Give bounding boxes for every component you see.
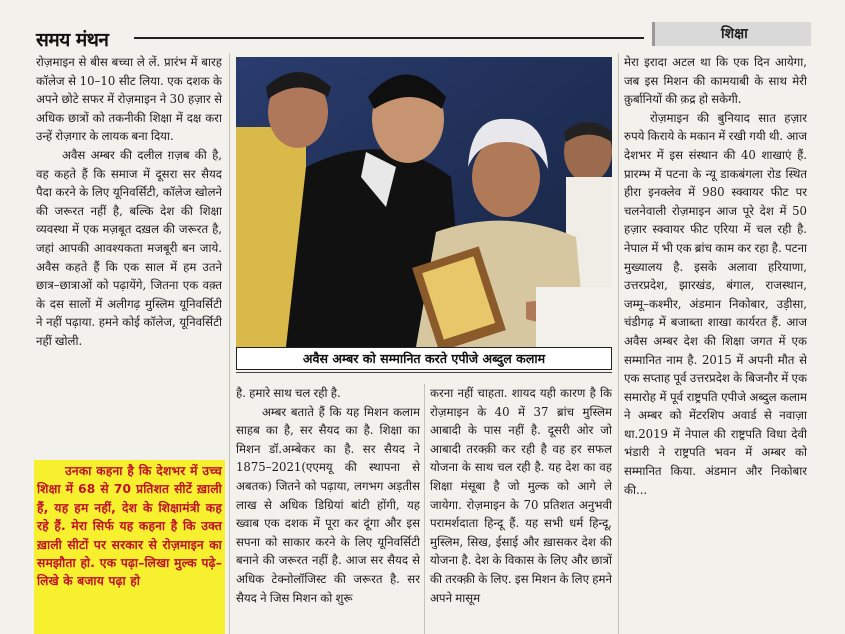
header-rule [134, 37, 644, 39]
paragraph: रोज़माइन की बुनियाद सात हज़ार रुपये किराये के मकान में रखी गयी थी. आज देशभर में इस संस्थान की 40 शाखाएं हैं. प्रारम्भ में पटना के न्यू डाकबंगला रोड स्थित हीरा इनक्लेव में 980 स्क्वायर फीट पर चलनेवाली रोज़माइन आज पूरे देश में 50 हज़ार स्क्वायर फीट एरिया में चल रही है. नेपाल में भी एक ब्रांच काम कर रहा है. पटना मुख्यालय है. इसके अलावा हरियाणा, उत्तरप्रदेश, झारखंड, बंगाल, राजस्थान, जम्मू–कश्मीर, अंडमान निकोबार, उड़ीसा, चंडीगढ़ में बजाब्ता शाखा कार्यरत हैं. आज अवैस अम्बर देश की शिक्षा जगत में एक सम्मानित नाम है. 2015 में अपनी मौत से एक सप्ताह पूर्व उत्तरप्रदेश के बिजनौर में एक समारोह में पूर्व राष्ट्रपति एपीजे अब्दुल कलाम ने अम्बर को मेंटरशिप अवार्ड से नवाज़ा था.2019 में नेपाल की राष्ट्रपति विधा देवी भंडारी ने राष्ट्रपति भवन में अम्बर को सम्मानित किया. अंडमान और निकोबार की... [624, 110, 807, 497]
caption-rule [236, 372, 612, 373]
article-column-2 [236, 384, 420, 634]
article-photo [236, 57, 612, 347]
article-column-3 [430, 384, 612, 634]
paragraph: अवैस अम्बर की दलील ग़ज़ब की है, वह कहते हैं कि समाज में दूसरा सर सैयद पैदा करने के लिए यूनिवर्सिटी, कॉलेज खोलने की जरूरत नहीं है, बल्कि देश की शिक्षा व्यवस्था में एक मज़बूत दख़ल की जरूरत है, जहां आपकी आवश्यकता मजबूरी बन जाये. अवैस कहते हैं कि एक साल में हम उतने छात्र–छात्राओं को पढ़ायेंगे, जितना एक वक़्त के दस सालों में अलीगढ़ मुस्लिम यूनिवर्सिटी ने नहीं पढ़ाया. हमने कोई कॉलेज, यूनिवर्सिटी नहीं खोली. [36, 147, 222, 348]
column-divider [424, 384, 425, 634]
section-label: शिक्षा [721, 26, 748, 42]
section-tab [652, 22, 811, 46]
page-title: समय मंथन [36, 29, 109, 51]
article-column-1 [36, 53, 222, 461]
paragraph: रोज़माइन से बीस बच्चा ले लें. प्रारंभ में बारह कॉलेज से 10–10 सीट लिया. एक दशक के अपने छोटे सफर में रोज़माइन ने 30 हज़ार से अधिक छात्रों को तकनीकी शिक्षा में दक्ष करा उन्हें रोज़गार के लायक बना दिया. [36, 55, 222, 144]
paragraph: करना नहीं चाहता. शायद यही कारण है कि रोज़माइन के 40 में 37 ब्रांच मुस्लिम आबादी के पास नहीं है. दूसरी ओर जो आबादी तरक्क़ी कर रही है वह हर सफल योजना के साथ चल रही है. यह देश का वह शिक्षा मंसूबा है जो मुल्क को आगे ले जायेगा. रोज़माइन के 70 प्रतिशत अनुभवी परामर्शदाता हिन्दू हैं. यह सभी धर्म हिन्दू, मुस्लिम, सिख, ईसाई और ख़ासकर देश की योजना है. देश के विकास के लिए और छात्रों की तरक्क़ी के लिए. इस मिशन के लिए हमने अपने मासूम [430, 386, 612, 605]
column-divider [229, 53, 230, 634]
page-header [0, 0, 845, 55]
paragraph: है. हमारे साथ चल रही है. [236, 386, 341, 400]
pull-quote-text: उनका कहना है कि देशभर में उच्च शिक्षा में 68 से 70 प्रतिशत सीटें ख़ाली हैं, यह हम नहीं, देश के शिक्षामंत्री कह रहे हैं. मेरा सिर्फ यह कहना है कि उक्त ख़ाली सीटों पर सरकार से रोज़माइन का समझौता हो. एक पढ़ा–लिखा मुल्क पढ़े–लिखे के बजाय पढ़ा हो [37, 464, 222, 589]
highlighted-pull-quote [34, 460, 225, 634]
article-column-4 [624, 53, 807, 634]
column-divider [618, 53, 619, 634]
photo-illustration [236, 57, 612, 347]
photo-caption: अवैस अम्बर को सम्मानित करते एपीजे अब्दुल कलाम [236, 347, 612, 370]
paragraph: मेरा इरादा अटल था कि एक दिन आयेगा, जब इस मिशन की कामयाबी के साथ मेरी क़ुर्बानियों की क़द्र हो सकेगी. [624, 55, 807, 107]
paragraph: अम्बर बताते हैं कि यह मिशन कलाम साहब का है, सर सैयद का है. शिक्षा का मिशन डॉ.अम्बेकर का है. सर सैयद ने 1875–2021(एएमयू की स्थापना से अबतक) जितने को पढ़ाया, लगभग अड़तीस लाख से अधिक डिग्रियां बांटी होंगी, यह ख्वाब एक दशक में पूरा कर दूंगा और इस सपना को साकार करने के लिए यूनिवर्सिटी बनाने की जरूरत नहीं है. आज सर सैयद से अधिक टेक्नोलॉजिस्ट की जरूरत है. सर सैयद ने जिस मिशन को शुरू [236, 404, 420, 605]
